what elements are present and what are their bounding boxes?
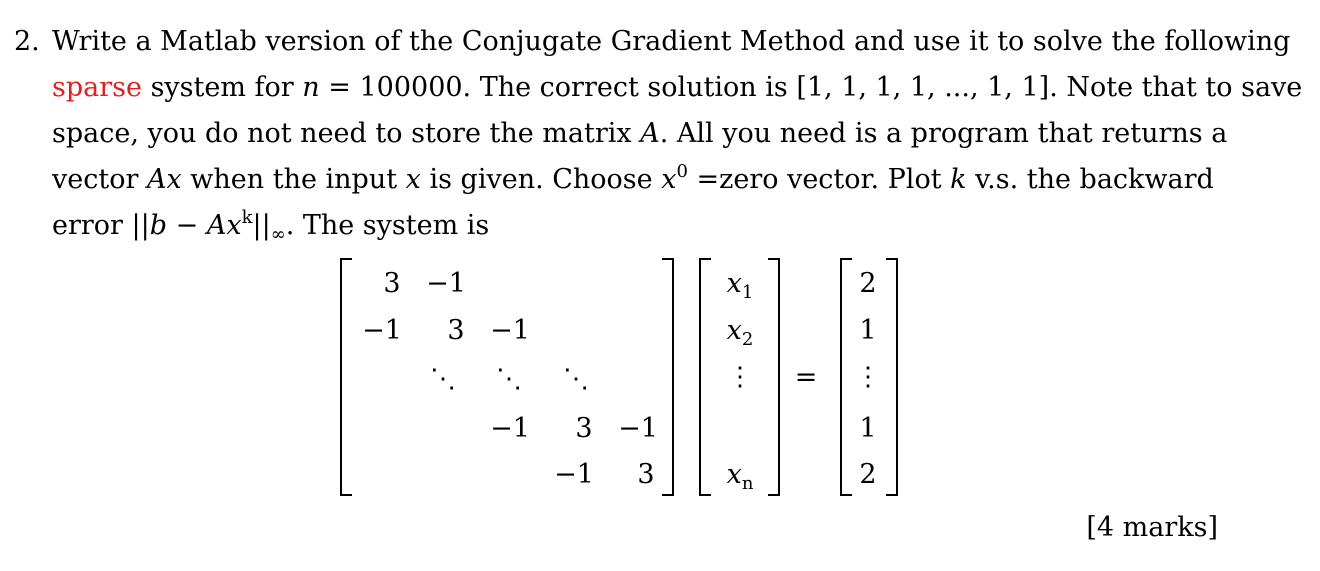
question-line-2 xyxy=(52,72,1303,104)
matrix-entry: −1 xyxy=(490,315,530,346)
math-Ax: Ax xyxy=(146,164,182,195)
matrix-entry: 3 xyxy=(575,413,593,444)
matrix-entry: −1 xyxy=(490,413,530,444)
vector-b-entry: 1 xyxy=(859,315,877,346)
subscript: 1 xyxy=(741,282,754,303)
subscript: n xyxy=(741,473,754,494)
subscript: 2 xyxy=(741,329,754,350)
matrix-entry: −1 xyxy=(362,315,402,346)
text-span: is given. Choose xyxy=(420,164,662,195)
text-span: . All you need is a program that returns a xyxy=(659,118,1228,149)
math-A: A xyxy=(640,118,660,149)
text-span: error || xyxy=(52,210,150,241)
matrix-ddots: ⋱ xyxy=(496,364,522,394)
vector-x-entry xyxy=(710,315,770,350)
matrix-ddots: ⋱ xyxy=(430,364,456,394)
math-b: b xyxy=(149,210,168,241)
vector-x-entry xyxy=(710,459,770,494)
math-x: x xyxy=(726,459,742,490)
math-Ax: Ax xyxy=(206,210,242,241)
equals-sign: = xyxy=(794,362,818,393)
vector-b-entry: 1 xyxy=(859,413,877,444)
vector-b-entry: 2 xyxy=(859,459,877,490)
matrix-left-bracket xyxy=(340,258,352,496)
text-span: v.s. the backward xyxy=(966,164,1214,195)
question-line-5 xyxy=(52,207,1220,245)
question-line-4 xyxy=(52,161,1220,199)
text-span: when the input xyxy=(181,164,406,195)
matrix-entry: 3 xyxy=(447,315,465,346)
vector-b-vdots: ⋮ xyxy=(855,362,881,392)
matrix-entry: 3 xyxy=(637,459,655,490)
superscript-k: k xyxy=(241,207,253,228)
text-span: || xyxy=(252,210,271,241)
sparse-highlight: sparse xyxy=(52,72,142,103)
text-span: space, you do not need to store the matrix xyxy=(52,118,641,149)
text-span: vector xyxy=(52,164,147,195)
subscript-infinity: ∞ xyxy=(270,224,286,245)
question-number: 2. xyxy=(14,26,40,57)
question-line-1 xyxy=(14,26,1291,58)
superscript-0: 0 xyxy=(676,161,688,182)
math-x0: x xyxy=(661,164,677,195)
matrix-entry: −1 xyxy=(618,413,658,444)
text-span: =zero vector. Plot xyxy=(687,164,951,195)
vector-b-entry: 2 xyxy=(859,268,877,299)
marks-label: [4 marks] xyxy=(1086,512,1218,543)
matrix-ddots: ⋱ xyxy=(563,364,589,394)
text-span: system for xyxy=(141,72,303,103)
math-x: x xyxy=(726,268,742,299)
question-line-1-text: Write a Matlab version of the Conjugate Gradient Method and use it to solve the following xyxy=(52,26,1291,57)
text-span: . The system is xyxy=(285,210,490,241)
text-span: − xyxy=(167,210,207,241)
vector-x-entry xyxy=(710,268,770,303)
vector-x-vdots: ⋮ xyxy=(727,362,753,392)
math-x: x xyxy=(405,164,421,195)
matrix-entry: −1 xyxy=(426,268,466,299)
matrix-entry: −1 xyxy=(554,459,594,490)
math-x: x xyxy=(726,315,742,346)
text-span: = 100000. The correct solution is [1, 1, 1, 1, ..., 1, 1]. Note that to save xyxy=(319,72,1303,103)
math-n: n xyxy=(302,72,320,103)
question-line-3 xyxy=(52,118,1228,150)
matrix-entry: 3 xyxy=(383,268,401,299)
math-k: k xyxy=(950,164,967,195)
